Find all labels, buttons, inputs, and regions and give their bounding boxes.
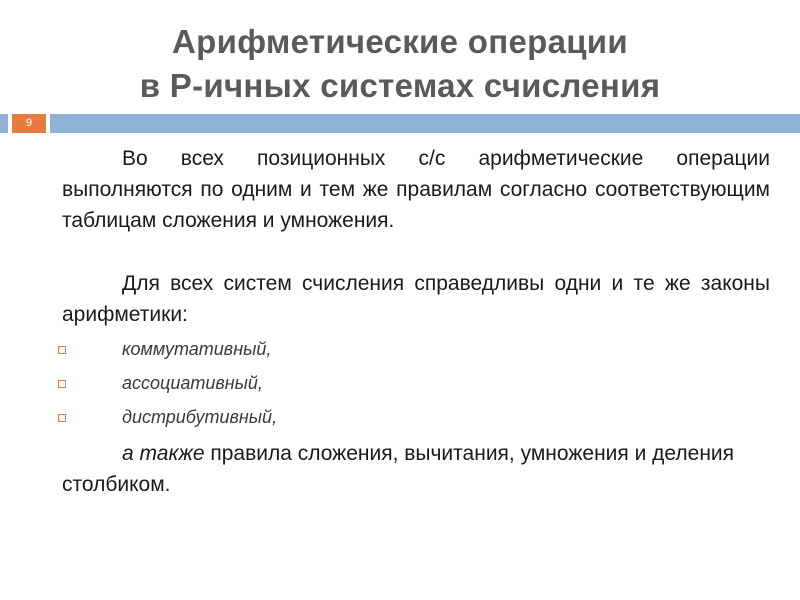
slide-title: [0, 20, 800, 108]
slide-title-line-1: Арифметические операции: [172, 23, 628, 60]
paragraph-spacer: [62, 236, 770, 268]
square-bullet-icon: [58, 380, 66, 388]
closing-emphasis: а также: [122, 442, 205, 465]
closing-paragraph: [62, 438, 770, 500]
list-item: [62, 368, 770, 402]
list-item: [62, 402, 770, 436]
closing-text: правила сложения, вычитания, умножения и деления столбиком.: [62, 442, 735, 496]
body-paragraph-2: Для всех систем счисления справедливы одни и те же законы арифметики:: [62, 272, 770, 326]
laws-list: [62, 334, 770, 436]
header-rule-left: [0, 114, 8, 133]
list-item-text: ассоциативный,: [122, 373, 263, 393]
header-rule-right: [50, 114, 800, 133]
body-paragraph-1: Во всех позиционных с/с арифметические операции выполняются по одним и тем же правилам согласно соответствующим таблицам сложения и умножения.: [62, 147, 770, 232]
square-bullet-icon: [58, 346, 66, 354]
list-item-text: коммутативный,: [122, 339, 272, 359]
slide-title-line-2: в Р-ичных системах счисления: [139, 67, 661, 104]
slide-number: 9: [12, 114, 46, 133]
square-bullet-icon: [58, 414, 66, 422]
list-item-text: дистрибутивный,: [122, 407, 278, 427]
list-item: [62, 334, 770, 368]
slide-body: [62, 143, 770, 500]
